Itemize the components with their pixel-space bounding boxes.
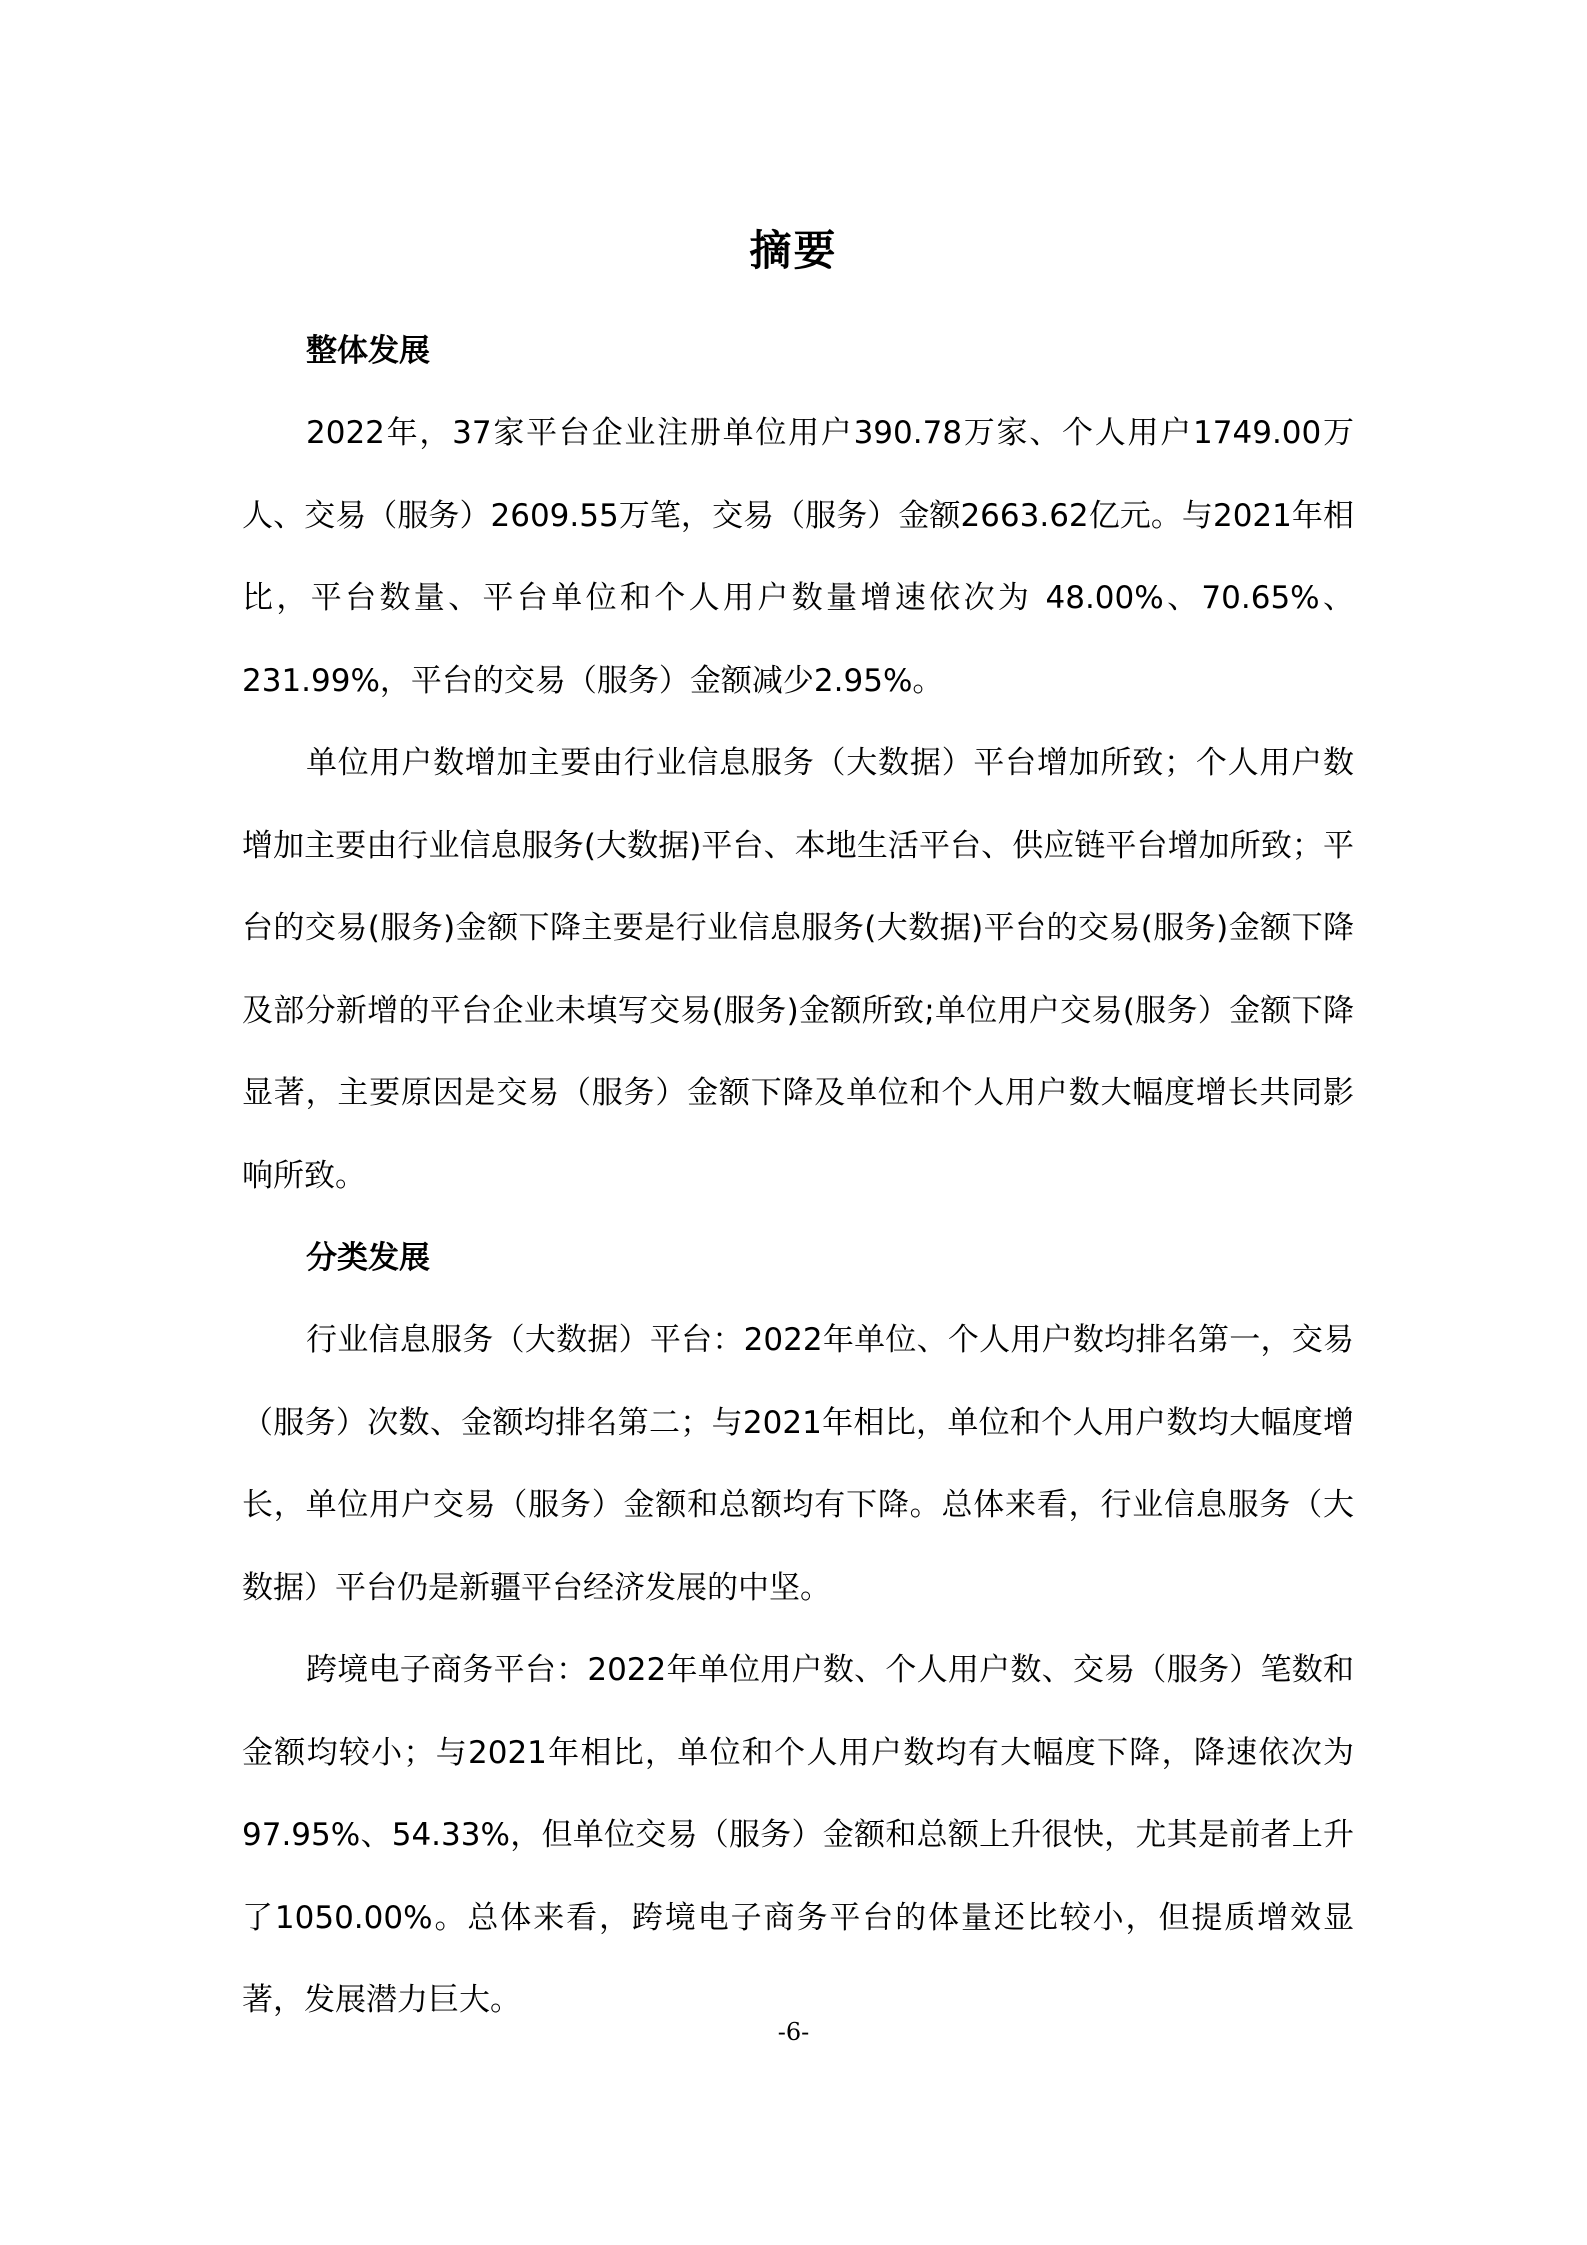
section-overall-development [242,310,1354,1217]
paragraph: 跨境电子商务平台：2022年单位用户数、个人用户数、交易（服务）笔数和金额均较小；与2021年相比，单位和个人用户数均有大幅度下降，降速依次为97.95%、54.33%，但单位交易（服务）金额和总额上升很快，尤其是前者上升了1050.00%。总体来看，跨境电子商务平台的体量还比较小，但提质增效显著，发展潜力巨大。 [242,1652,1354,2018]
page-title: 摘要 [749,226,838,275]
paragraph: 单位用户数增加主要由行业信息服务（大数据）平台增加所致；个人用户数增加主要由行业信息服务(大数据)平台、本地生活平台、供应链平台增加所致；平台的交易(服务)金额下降主要是行业信息服务(大数据)平台的交易(服务)金额下降及部分新增的平台企业未填写交易(服务)金额所致;单位用户交易(服务）金额下降显著，主要原因是交易（服务）金额下降及单位和个人用户数大幅度增长共同影响所致。 [242,745,1354,1194]
section-category-development [242,1217,1354,2042]
page-number: -6- [777,2018,810,2046]
section-heading: 分类发展 [306,1240,430,1276]
paragraph: 行业信息服务（大数据）平台：2022年单位、个人用户数均排名第一，交易（服务）次数、金额均排名第二；与2021年相比，单位和个人用户数均大幅度增长，单位用户交易（服务）金额和总额均有下降。总体来看，行业信息服务（大数据）平台仍是新疆平台经济发展的中坚。 [242,1322,1354,1606]
section-heading: 整体发展 [306,333,430,369]
document-body [242,310,1354,2042]
paragraph: 2022年，37家平台企业注册单位用户390.78万家、个人用户1749.00万人、交易（服务）2609.55万笔，交易（服务）金额2663.62亿元。与2021年相比，平台数量、平台单位和个人用户数量增速依次为 48.00%、70.65%、231.99%，平台的交易（服务）金额减少2.95%。 [242,415,1354,699]
